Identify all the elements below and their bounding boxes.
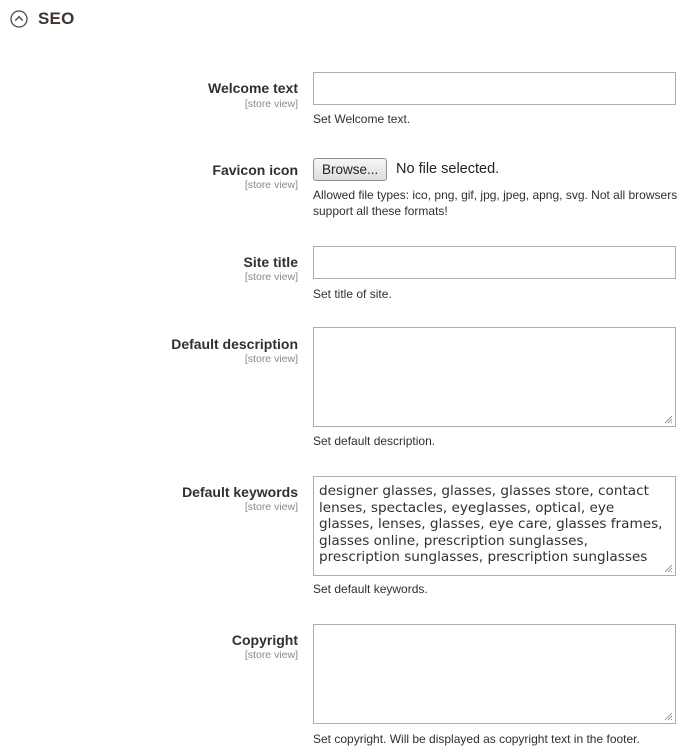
default-keywords-scope: [store view] [244,501,298,513]
default-description-scope: [store view] [244,353,298,365]
copyright-note: Set copyright. Will be displayed as copyright text in the footer. [313,732,640,746]
default-keywords-textarea[interactable] [313,476,676,576]
default-description-label: Default description [171,336,298,352]
resize-grip-icon[interactable] [664,712,673,721]
favicon-browse-button[interactable]: Browse... [313,158,387,181]
copyright-scope: [store view] [244,649,298,661]
favicon-scope: [store view] [244,179,298,191]
welcome-text-label: Welcome text [208,80,298,96]
seo-section-toggle[interactable] [10,8,75,30]
chevron-up-circle-icon [10,10,28,28]
favicon-note: Allowed file types: ico, png, gif, jpg, jpeg, apng, svg. Not all browsers support all these formats! [313,188,678,218]
copyright-textarea[interactable] [313,624,676,724]
default-description-textarea[interactable] [313,327,676,427]
default-description-note: Set default description. [313,434,436,448]
welcome-text-input[interactable] [313,72,676,105]
resize-grip-icon[interactable] [664,415,673,424]
site-title-input[interactable] [313,246,676,279]
copyright-label: Copyright [231,632,298,648]
default-keywords-label: Default keywords [182,484,298,500]
welcome-text-scope: [store view] [244,98,298,110]
resize-grip-icon[interactable] [664,564,673,573]
default-keywords-note: Set default keywords. [313,582,428,596]
section-title: SEO [38,9,75,28]
favicon-file-status: No file selected. [396,161,500,177]
site-title-label: Site title [243,254,298,270]
site-title-note: Set title of site. [313,287,392,301]
site-title-scope: [store view] [244,271,298,283]
welcome-text-note: Set Welcome text. [313,112,411,126]
favicon-label: Favicon icon [212,162,298,178]
